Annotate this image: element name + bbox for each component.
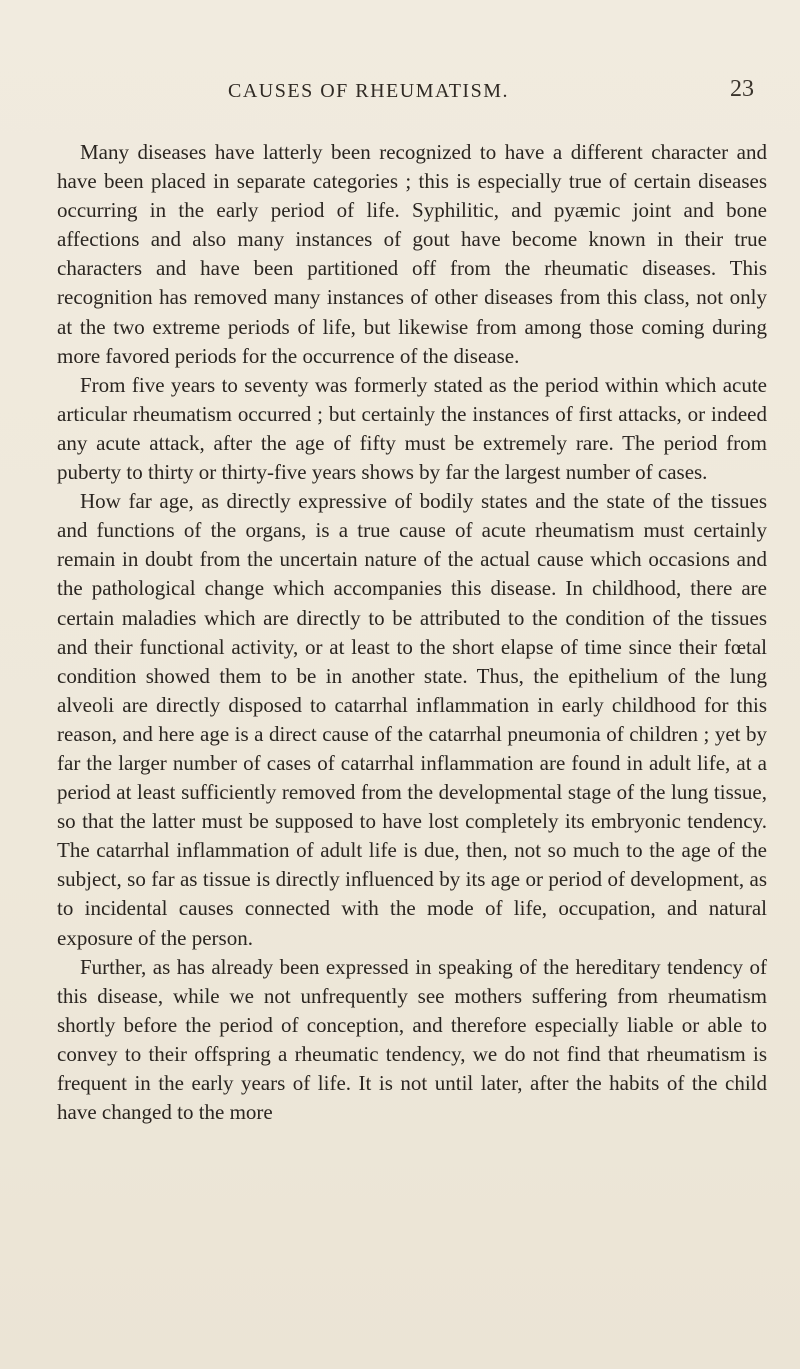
page-header xyxy=(0,76,800,110)
paragraph-3: How far age, as directly expressive of bodily states and the state of the tissues and functions of the organs, is a true cause of acute rheumatism must certainly remain in doubt from the uncertain nature of the actual cause which occasions and the pathological change which accompanies this disease. In childhood, there are certain maladies which are directly to be attributed to the condition of the tissues and their functional activity, or at least to the short elapse of time since their fœtal condition showed them to be in another state. Thus, the epithelium of the lung alveoli are directly disposed to catarrhal inflammation in early childhood for this reason, and here age is a direct cause of the catarrhal pneumonia of children ; yet by far the larger number of cases of catarrhal inflammation are found in adult life, at a period at least sufficiently removed from the developmental stage of the lung tissue, so that the latter must be supposed to have lost completely its embryonic tendency. The catarrhal inflammation of adult life is due, then, not so much to the age of the subject, so far as tissue is directly influenced by its age or period of development, as to incidental causes connected with the mode of life, occupation, and natural exposure of the person. xyxy=(57,489,767,950)
running-head: CAUSES OF RHEUMATISM. xyxy=(228,80,509,102)
page-number: 23 xyxy=(730,76,754,102)
paragraph-4: Further, as has already been expressed in speaking of the hereditary tendency of this disease, while we not unfrequently see mothers suffering from rheumatism shortly before the period of conception, and therefore especially liable or able to convey to their offspring a rheumatic tendency, we do not find that rheumatism is frequent in the early years of life. It is not until later, after the habits of the child have changed to the more xyxy=(57,954,767,1125)
body-text xyxy=(57,138,767,1127)
paragraph-2: From five years to seventy was formerly stated as the period within which acute articular rheumatism occurred ; but certainly the instances of first attacks, or indeed any acute attack, after the age of fifty must be extremely rare. The period from puberty to thirty or thirty-five years shows by far the largest number of cases. xyxy=(57,372,767,485)
paragraph-1: Many diseases have latterly been recognized to have a different character and have been placed in separate categories ; this is especially true of certain diseases occurring in the early period of life. Syphilitic, and pyæmic joint and bone affections and also many instances of gout have become known in their true characters and have been partitioned off from the rheumatic diseases. This recognition has removed many instances of other diseases from this class, not only at the two extreme periods of life, but likewise from among those coming during more favored periods for the occurrence of the disease. xyxy=(57,140,767,368)
